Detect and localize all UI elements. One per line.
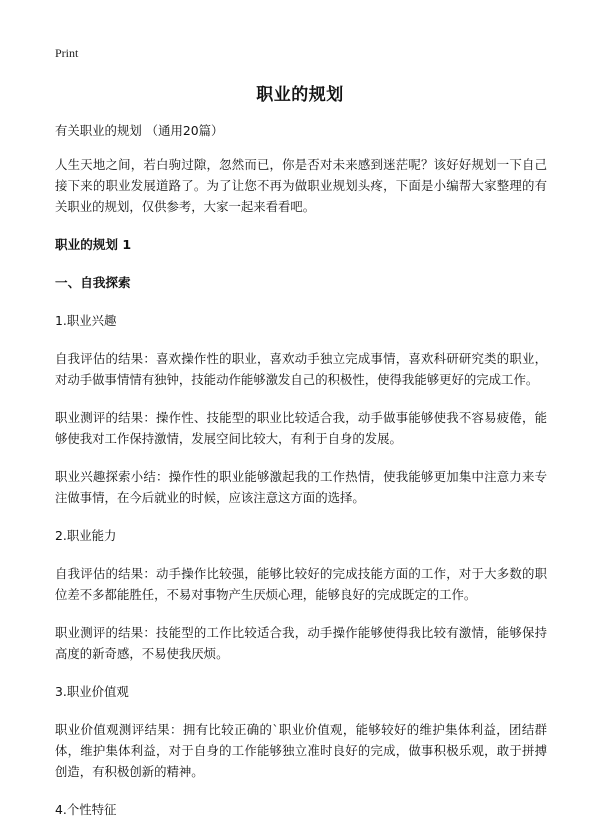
part-heading: 一、自我探索 — [55, 275, 131, 290]
page-title: 职业的规划 — [256, 85, 344, 105]
subsection-heading: 3.职业价值观 — [55, 684, 129, 699]
paragraph: 职业兴趣探索小结：操作性的职业能够激起我的工作热情，使我能够更加集中注意力来专注做事情，在今后就业的时候，应该注意这方面的选择。 — [55, 469, 547, 505]
document-body — [55, 120, 547, 837]
subsection-heading: 1.职业兴趣 — [55, 313, 117, 328]
document-subtitle: 有关职业的规划 （通用20篇） — [55, 123, 224, 138]
paragraph: 自我评估的结果：喜欢操作性的职业，喜欢动手独立完成事情，喜欢科研研究类的职业，对动手做事情情有独钟，技能动作能够激发自己的积极性，使得我能够更好的完成工作。 — [55, 351, 547, 387]
paragraph: 职业测评的结果：操作性、技能型的职业比较适合我，动手做事能够使我不容易疲倦，能够使我对工作保持激情，发展空间比较大，有利于自身的发展。 — [55, 410, 547, 446]
print-label: Print — [55, 46, 79, 60]
section-heading: 职业的规划 1 — [55, 237, 132, 252]
paragraph: 职业价值观测评结果：拥有比较正确的`职业价值观，能够较好的维护集体利益，团结群体，维护集体利益，对于自身的工作能够独立准时良好的完成，做事积极乐观，敢于拼搏创造，有积极创新的精神。 — [55, 722, 547, 779]
intro-paragraph: 人生天地之间，若白驹过隙，忽然而已，你是否对未来感到迷茫呢？该好好规划一下自己接下来的职业发展道路了。为了让您不再为做职业规划头疼，下面是小编帮大家整理的有关职业的规划，仅供参考，大家一起来看看吧。 — [55, 157, 547, 214]
paragraph: 职业测评的结果：技能型的工作比较适合我，动手操作能够使得我比较有激情，能够保持高度的新奇感，不易使我厌烦。 — [55, 625, 547, 661]
subsection-heading: 4.个性特征 — [55, 802, 117, 817]
subsection-heading: 2.职业能力 — [55, 528, 117, 543]
paragraph: 自我评估的结果：动手操作比较强，能够比较好的完成技能方面的工作，对于大多数的职位差不多都能胜任，不易对事物产生厌烦心理，能够良好的完成既定的工作。 — [55, 566, 547, 602]
